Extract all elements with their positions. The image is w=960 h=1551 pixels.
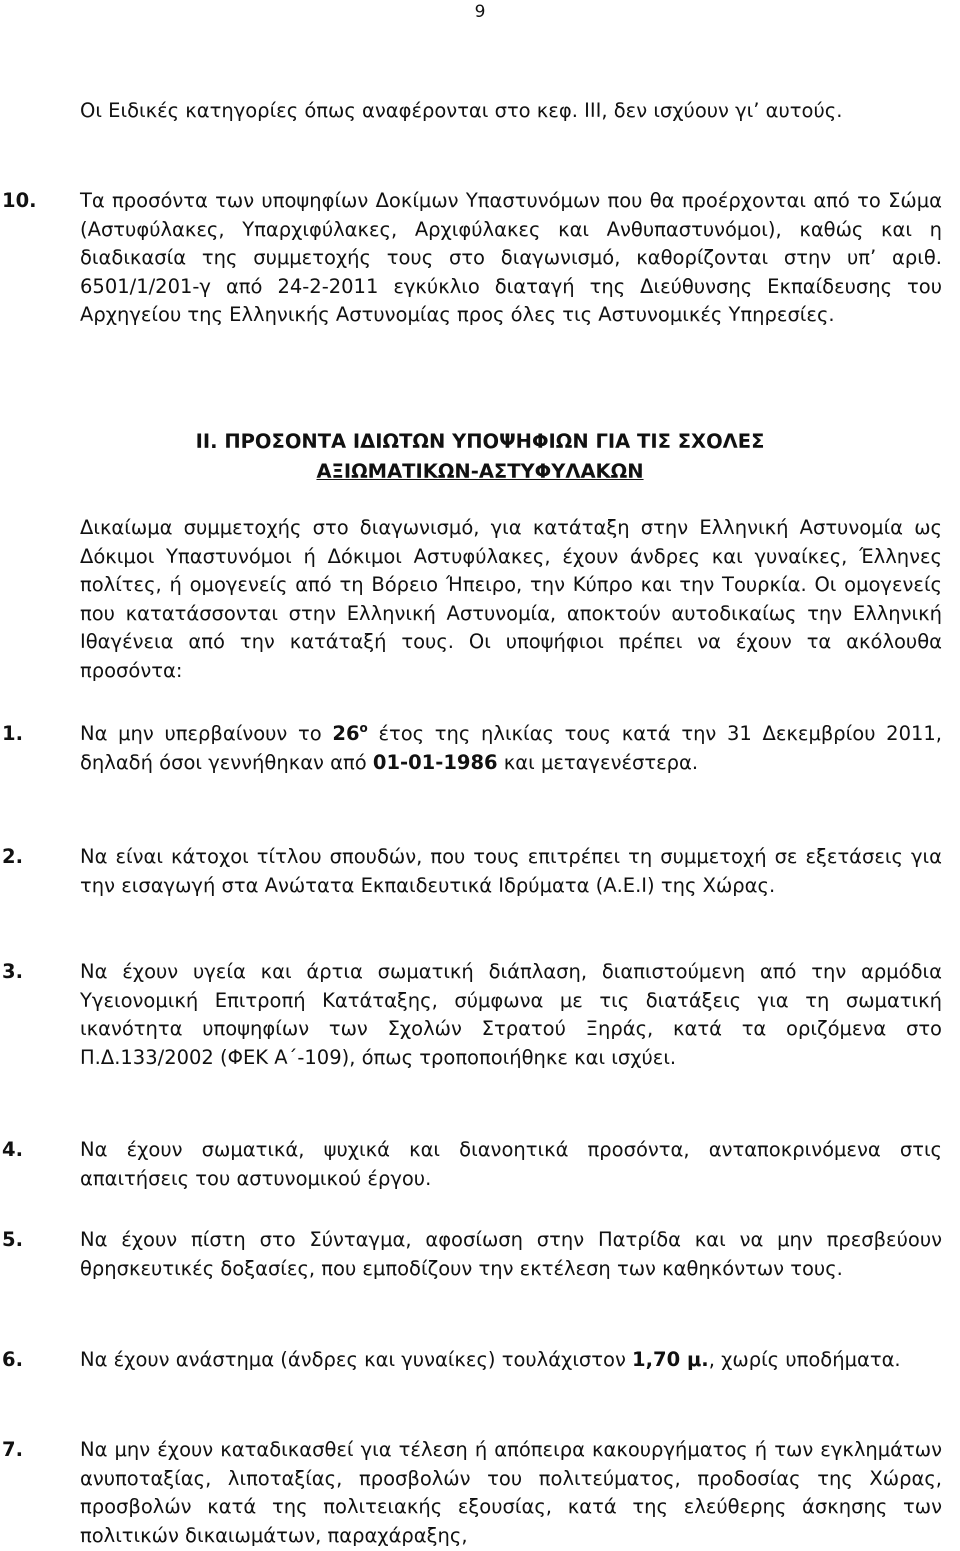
item-6-text: Να έχουν ανάστημα (άνδρες και γυναίκες) τουλάχιστον 1,70 μ., χωρίς υποδήματα. [80,1348,901,1371]
item-1-number: 1. [2,722,23,745]
age-limit: 26 [332,722,360,745]
item-2-number: 2. [2,845,23,868]
item-5-number: 5. [2,1228,23,1251]
item-7-number: 7. [2,1438,23,1461]
item-10-number: 10. [2,189,37,212]
item-4-number: 4. [2,1138,23,1161]
birth-date: 01-01-1986 [372,750,498,774]
item-5-text: Να έχουν πίστη στο Σύνταγμα, αφοσίωση στην Πατρίδα και να μην πρεσβεύουν θρησκευτικές δοξασίες, που εμποδίζουν την εκτέλεση των καθηκόντων τους. [80,1228,942,1280]
section-heading-line1: ΙΙ. ΠΡΟΣΟΝΤΑ ΙΔΙΩΤΩΝ ΥΠΟΨΗΦΙΩΝ ΓΙΑ ΤΙΣ ΣΧΟΛΕΣ [195,430,765,453]
item-3-text: Να έχουν υγεία και άρτια σωματική διάπλαση, διαπιστούμενη από την αρμόδια Υγειονομική Επιτροπή Κατάταξης, σύμφωνα με τις διατάξεις για τη σωματική ικανότητα υποψηφίων των Σχολών Στρατού Ξηράς, κατά τα οριζόμενα στο Π.Δ.133/2002 (ΦΕΚ Α΄-109), όπως τροποποιήθηκε και ισχύει. [80,960,942,1069]
item-6-number: 6. [2,1348,23,1371]
section-heading-line2: ΑΞΙΩΜΑΤΙΚΩΝ-ΑΣΤΥΦΥΛΑΚΩΝ [316,460,644,483]
item-3-number: 3. [2,960,23,983]
min-height: 1,70 μ. [632,1348,709,1371]
page-number: 9 [474,2,486,22]
item-10-text: Τα προσόντα των υποψηφίων Δοκίμων Υπαστυνόμων που θα προέρχονται από το Σώμα (Αστυφύλακες, Υπαρχιφύλακες, Αρχιφύλακες και Ανθυπαστυνόμοι), καθώς και η διαδικασία της συμμετοχής τους στο διαγωνισμό, καθορίζονται στην υπ’ αριθ. 6501/1/201-γ από 24-2-2011 εγκύκλιο διαταγή της Διεύθυνσης Εκπαίδευσης του Αρχηγείου της Ελληνικής Αστυνομίας προς όλες τις Αστυνομικές Υπηρεσίες. [80,189,942,327]
item-2-text: Να είναι κάτοχοι τίτλου σπουδών, που τους επιτρέπει τη συμμετοχή σε εξετάσεις για την εισαγωγή στα Ανώτατα Εκπαιδευτικά Ιδρύματα (Α.Ε.Ι) της Χώρας. [80,845,942,897]
item-1-text: Να μην υπερβαίνουν το $26^o$ έτος της ηλικίας τους κατά την 31 Δεκεμβρίου 2011, δηλαδή όσοι γεννήθηκαν από 01-01-1986 και μεταγενέστερα. [80,721,942,774]
section-intro: Δικαίωμα συμμετοχής στο διαγωνισμό, για κατάταξη στην Ελληνική Αστυνομία ως Δόκιμοι Υπαστυνόμοι ή Δόκιμοι Αστυφύλακες, έχουν άνδρες και γυναίκες, Έλληνες πολίτες, ή ομογενείς από τη Βόρειο Ήπειρο, την Κύπρο και την Τουρκία. Οι ομογενείς που κατατάσσονται στην Ελληνική Αστυνομία, αποκτούν αυτοδικαίως την Ελληνική Ιθαγένεια από την κατάταξή τους. Οι υποψήφιοι πρέπει να έχουν τα ακόλουθα προσόντα: [80,516,942,682]
section-heading [0,427,960,487]
item-4-text: Να έχουν σωματικά, ψυχικά και διανοητικά προσόντα, ανταποκρινόμενα στις απαιτήσεις του αστυνομικού έργου. [80,1138,942,1190]
intro-paragraph: Οι Ειδικές κατηγορίες όπως αναφέρονται στο κεφ. ΙΙΙ, δεν ισχύουν γι’ αυτούς. [80,99,843,122]
item-7-text: Να μην έχουν καταδικασθεί για τέλεση ή απόπειρα κακουργήματος ή των εγκλημάτων ανυποταξίας, λιποταξίας, προσβολών του πολιτεύματος, προδοσίας της Χώρας, προσβολών κατά της πολιτειακής εξουσίας, κατά της ελεύθερης άσκησης των πολιτικών δικαιωμάτων, παραχάραξης, [80,1438,942,1547]
